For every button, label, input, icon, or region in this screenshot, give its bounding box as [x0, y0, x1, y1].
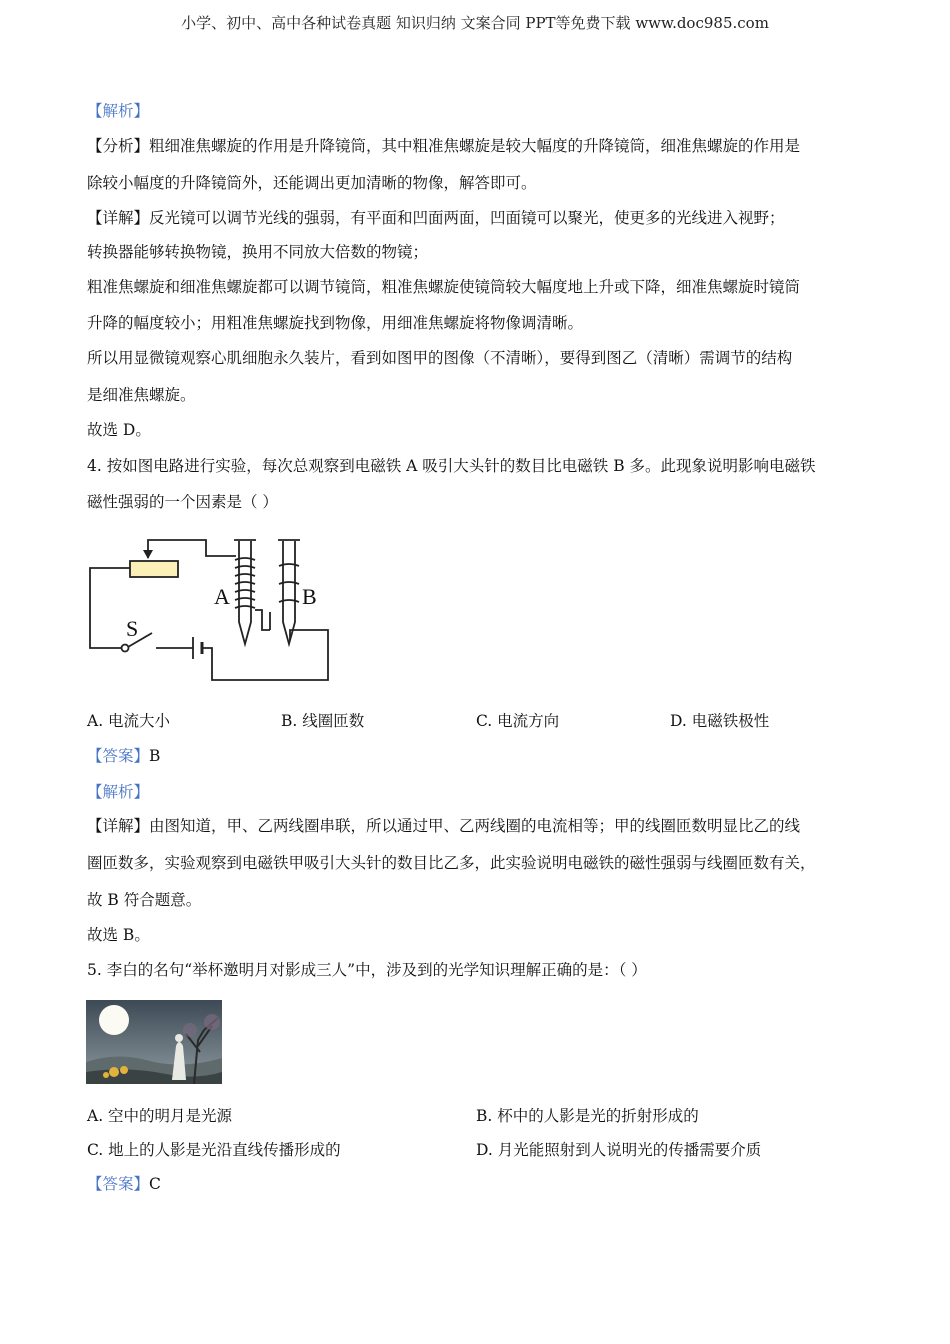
guxuan-q3: 故选 D。: [87, 421, 151, 439]
label-s: S: [126, 616, 139, 641]
coil-b: [279, 564, 299, 602]
rheostat-slider-wire: [148, 540, 236, 558]
xiangjie-line-3: 粗准焦螺旋和细准焦螺旋都可以调节镜筒，粗准焦螺旋使镜筒较大幅度地上升或下降，细准焦螺旋时镜筒: [87, 278, 801, 296]
xiangjie-line-6: 是细准焦螺旋。: [87, 386, 196, 404]
answer-value: C: [149, 1175, 161, 1193]
wire-bottom: [202, 630, 328, 680]
q4-xiangjie-1: [87, 816, 877, 836]
switch-pivot: [122, 645, 129, 652]
page-header: 小学、初中、高中各种试卷真题 知识归纳 文案合同 PPT等免费下载 www.doc985.com: [181, 14, 769, 32]
answer-value: B: [149, 747, 161, 765]
xiangjie-line-4: 升降的幅度较小；用粗准焦螺旋找到物像，用细准焦螺旋将物像调清晰。: [87, 314, 584, 332]
fenxi-line-1: [87, 136, 877, 156]
q5-stem: 5. 李白的名句“举杯邀明月对影成三人”中，涉及到的光学知识理解正确的是：（ ）: [87, 961, 647, 979]
q4-xiangjie-3: 故 B 符合题意。: [87, 891, 202, 909]
label-b: B: [302, 584, 317, 609]
answer-label: 【答案】: [87, 747, 150, 765]
q4-answer: [87, 746, 877, 766]
q4-option-c: C. 电流方向: [476, 712, 560, 730]
xiangjie-text: 由图知道，甲、乙两线圈串联，所以通过甲、乙两线圈的电流相等；甲的线圈匝数明显比乙的线: [149, 817, 801, 835]
xiangjie-line-2: 转换器能够转换物镜，换用不同放大倍数的物镜；: [87, 243, 429, 261]
q5-option-b: B. 杯中的人影是光的折射形成的: [476, 1107, 699, 1125]
q4-option-b: B. 线圈匝数: [281, 712, 365, 730]
q5-answer: [87, 1174, 877, 1194]
xiangjie-label: 【详解】: [87, 209, 150, 227]
q4-option-a: A. 电流大小: [87, 712, 171, 730]
guxuan-q4: 故选 B。: [87, 926, 150, 944]
moon: [99, 1005, 129, 1035]
wire-a-to-b: [255, 610, 270, 630]
coil-a: [235, 558, 255, 608]
q5-option-c: C. 地上的人影是光沿直线传播形成的: [87, 1141, 341, 1159]
fenxi-line-2: 除较小幅度的升降镜筒外，还能调出更加清晰的物像，解答即可。: [87, 174, 537, 192]
xiangjie-line-1: [87, 208, 877, 228]
xiangjie-text-1: 反光镜可以调节光线的强弱，有平面和凹面两面，凹面镜可以聚光，使更多的光线进入视野；: [149, 209, 785, 227]
xiangjie-label: 【详解】: [87, 817, 150, 835]
circuit-diagram: [86, 532, 336, 684]
q4-stem-1: 4. 按如图电路进行实验，每次总观察到电磁铁 A 吸引大头针的数目比电磁铁 B 多。此现象说明影响电磁铁: [87, 457, 816, 475]
q4-xiangjie-2: 圈匝数多，实验观察到电磁铁甲吸引大头针的数目比乙多，此实验说明电磁铁的磁性强弱与线圈匝数有关，: [87, 854, 816, 872]
jiexi-label: 【解析】: [87, 102, 150, 120]
rheostat-body: [130, 561, 178, 577]
fenxi-label: 【分析】: [87, 137, 150, 155]
slider-arrow: [143, 550, 153, 559]
label-a: A: [214, 584, 230, 609]
xiangjie-line-5: 所以用显微镜观察心肌细胞永久装片，看到如图甲的图像（不清晰），要得到图乙（清晰）需调节的结构: [87, 349, 793, 367]
q4-jiexi: [87, 782, 877, 802]
jiexi-tag-q3: [87, 101, 877, 121]
q4-stem-2: 磁性强弱的一个因素是（ ）: [87, 493, 278, 511]
nail-a-body: [239, 541, 251, 644]
nail-b-body: [283, 541, 295, 644]
moon-poet-illustration: [86, 1000, 222, 1084]
q5-option-d: D. 月光能照射到人说明光的传播需要介质: [476, 1141, 762, 1159]
q4-option-d: D. 电磁铁极性: [670, 712, 770, 730]
jiexi-label: 【解析】: [87, 783, 150, 801]
answer-label: 【答案】: [87, 1175, 150, 1193]
wire-left: [90, 568, 130, 648]
fenxi-text-1: 粗细准焦螺旋的作用是升降镜筒，其中粗准焦螺旋是较大幅度的升降镜筒，细准焦螺旋的作用是: [149, 137, 801, 155]
q5-option-a: A. 空中的明月是光源: [87, 1107, 233, 1125]
